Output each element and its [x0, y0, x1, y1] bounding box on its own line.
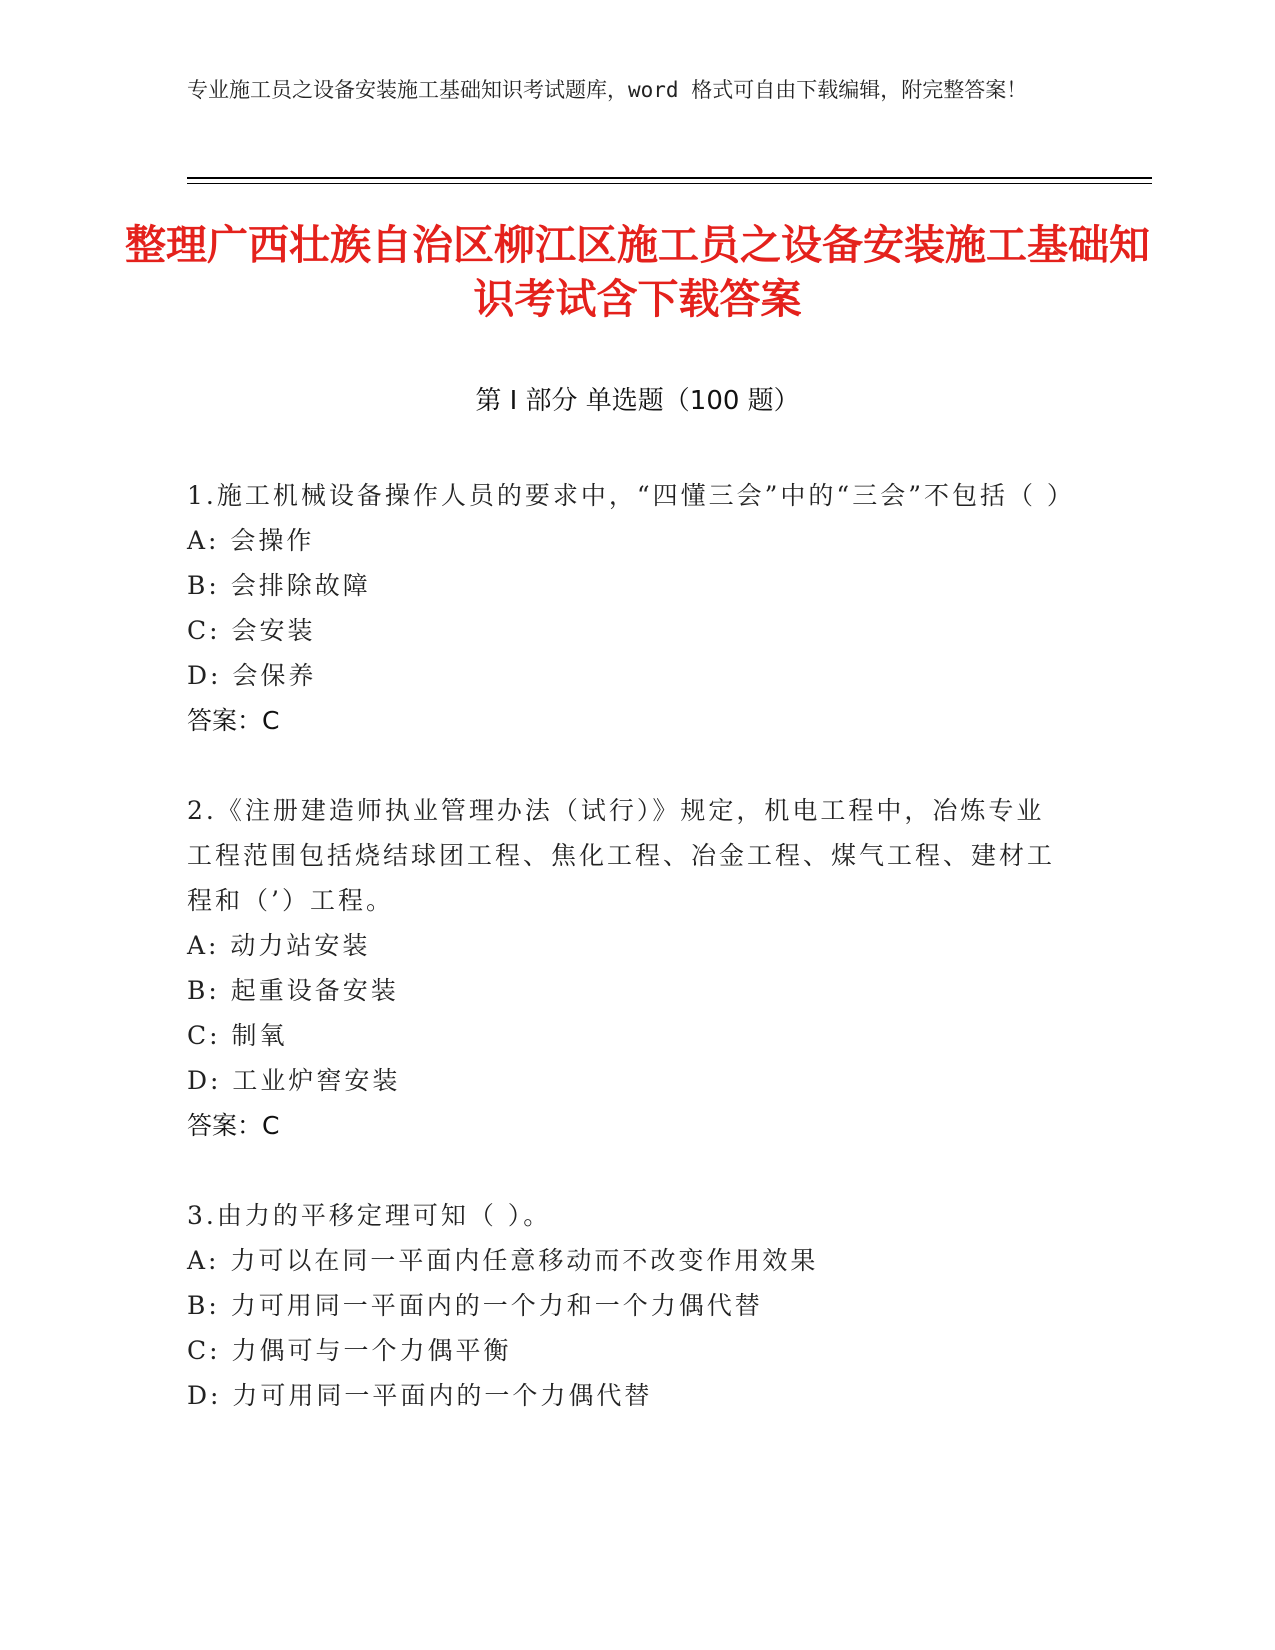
- option-a: A: 会操作: [187, 526, 315, 555]
- option-b: B: 力可用同一平面内的一个力和一个力偶代替: [187, 1291, 763, 1320]
- header-rule-thin: [187, 183, 1152, 184]
- header-rule-thick: [187, 177, 1152, 179]
- option-d: D: 会保养: [187, 661, 317, 690]
- section-title: 第 I 部分 单选题（100 题）: [475, 386, 800, 416]
- header-note: 专业施工员之设备安装施工基础知识考试题库，word 格式可自由下载编辑，附完整答案！: [187, 78, 1028, 102]
- question-2: [187, 788, 1067, 1148]
- option-c: C: 会安装: [187, 616, 316, 645]
- option-a: A: 动力站安装: [187, 931, 371, 960]
- question-stem: 1.施工机械设备操作人员的要求中，“四懂三会”中的“三会”不包括（ ）: [187, 481, 1075, 510]
- answer: 答案：C: [187, 706, 280, 735]
- option-c: C: 力偶可与一个力偶平衡: [187, 1336, 512, 1365]
- question-list: [187, 473, 1075, 1463]
- option-c: C: 制氧: [187, 1021, 288, 1050]
- answer: 答案：C: [187, 1111, 280, 1140]
- option-b: B: 起重设备安装: [187, 976, 399, 1005]
- option-a: A: 力可以在同一平面内任意移动而不改变作用效果: [187, 1246, 819, 1275]
- option-d: D: 力可用同一平面内的一个力偶代替: [187, 1381, 653, 1410]
- question-stem: 3.由力的平移定理可知（ ）。: [187, 1201, 552, 1230]
- question-3: [187, 1193, 1067, 1418]
- document-title: 整理广西壮族自治区柳江区施工员之设备安装施工基础知识考试含下载答案: [125, 221, 1150, 323]
- option-d: D: 工业炉窖安装: [187, 1066, 401, 1095]
- question-stem: 2.《注册建造师执业管理办法（试行）》规定，机电工程中，冶炼专业工程范围包括烧结球团工程、焦化工程、冶金工程、煤气工程、建材工程和（’）工程。: [187, 796, 1056, 915]
- question-1: [187, 473, 1075, 743]
- option-b: B: 会排除故障: [187, 571, 371, 600]
